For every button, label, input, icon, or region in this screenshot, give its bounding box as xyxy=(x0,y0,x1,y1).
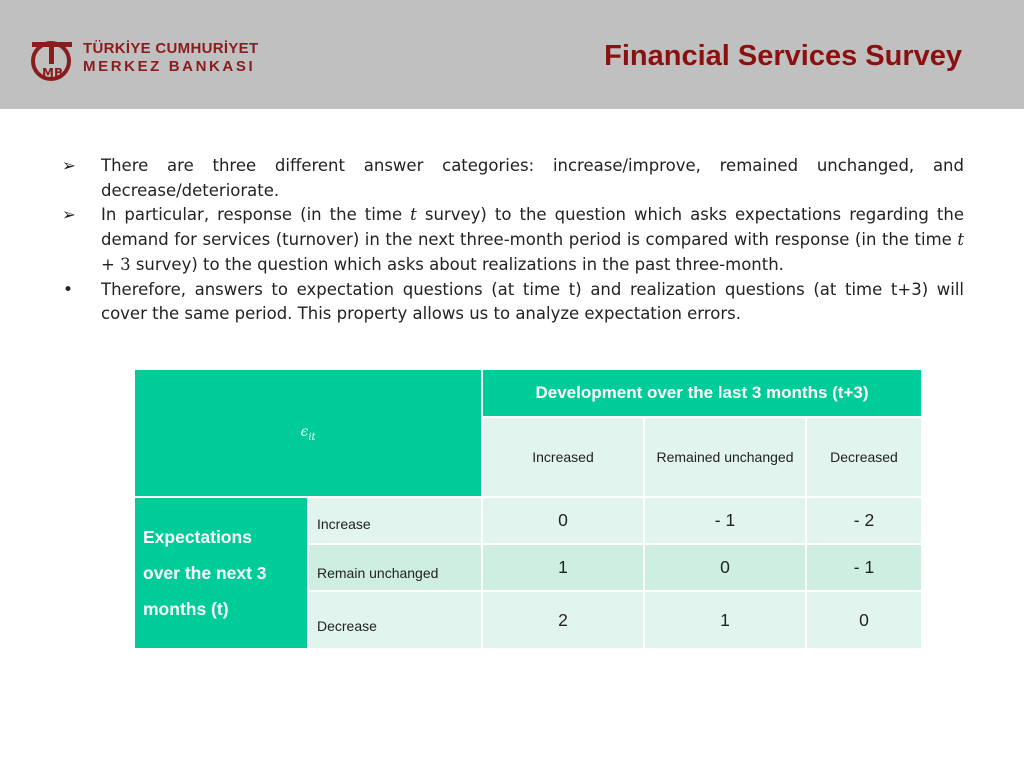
table-cell: 0 xyxy=(644,544,806,591)
row-label: Decrease xyxy=(308,591,482,649)
bullet-item xyxy=(62,203,964,277)
column-group-header: Development over the last 3 months (t+3) xyxy=(482,369,922,417)
table-cell: 0 xyxy=(482,497,644,544)
bullet-text: In particular, response (in the time xyxy=(101,205,411,225)
bullet-text: survey) to the question which asks about realizations in the past three-month. xyxy=(130,254,784,274)
tcmb-logo xyxy=(28,36,259,86)
column-header: Decreased xyxy=(806,417,922,497)
table-cell: 1 xyxy=(644,591,806,649)
table-cell: - 2 xyxy=(806,497,922,544)
table-row xyxy=(134,497,922,544)
table-cell: 2 xyxy=(482,591,644,649)
bullet-text: survey) to the question which asks expectations regarding the demand for services (turnover) in the next three-month period is compared with response (in the time xyxy=(101,205,964,250)
row-label: Remain unchanged xyxy=(308,544,482,591)
bullet-text: There are three different answer categories: increase/improve, remained unchanged, and decrease/deteriorate. xyxy=(101,156,964,200)
arrow-bullet-icon: ➢ xyxy=(62,156,76,175)
bullet-list xyxy=(62,154,964,327)
epsilon-symbol: $\epsilon_{it}$ xyxy=(300,424,316,443)
tcmb-monogram-icon xyxy=(28,36,78,84)
expectation-error-table xyxy=(133,368,923,650)
math-t: t xyxy=(957,230,964,250)
table-cell: - 1 xyxy=(806,544,922,591)
column-header: Increased xyxy=(482,417,644,497)
svg-text:MB: MB xyxy=(42,66,64,80)
row-label: Increase xyxy=(308,497,482,544)
logo-line1: TÜRKİYE CUMHURİYET xyxy=(83,40,259,57)
dot-bullet-icon: • xyxy=(63,279,74,300)
column-header: Remained unchanged xyxy=(644,417,806,497)
header-bar xyxy=(0,0,1024,109)
arrow-bullet-icon: ➢ xyxy=(62,205,76,225)
math-t: t xyxy=(410,205,417,225)
bullet-text: Therefore, answers to expectation questions (at time t) and realization questions (at time t+3) will cover the same period. This property allows us to analyze expectation errors. xyxy=(101,279,964,324)
logo-line2: MERKEZ BANKASI xyxy=(83,58,256,75)
bullet-item xyxy=(62,278,964,327)
table-cell: - 1 xyxy=(644,497,806,544)
row-group-label: Expectations over the next 3 months (t) xyxy=(134,497,308,649)
table-corner-cell xyxy=(134,369,482,497)
page-title: Financial Services Survey xyxy=(604,40,962,72)
table-cell: 1 xyxy=(482,544,644,591)
math-plus-3: + 3 xyxy=(101,254,131,274)
bullet-item xyxy=(62,154,964,203)
table-cell: 0 xyxy=(806,591,922,649)
